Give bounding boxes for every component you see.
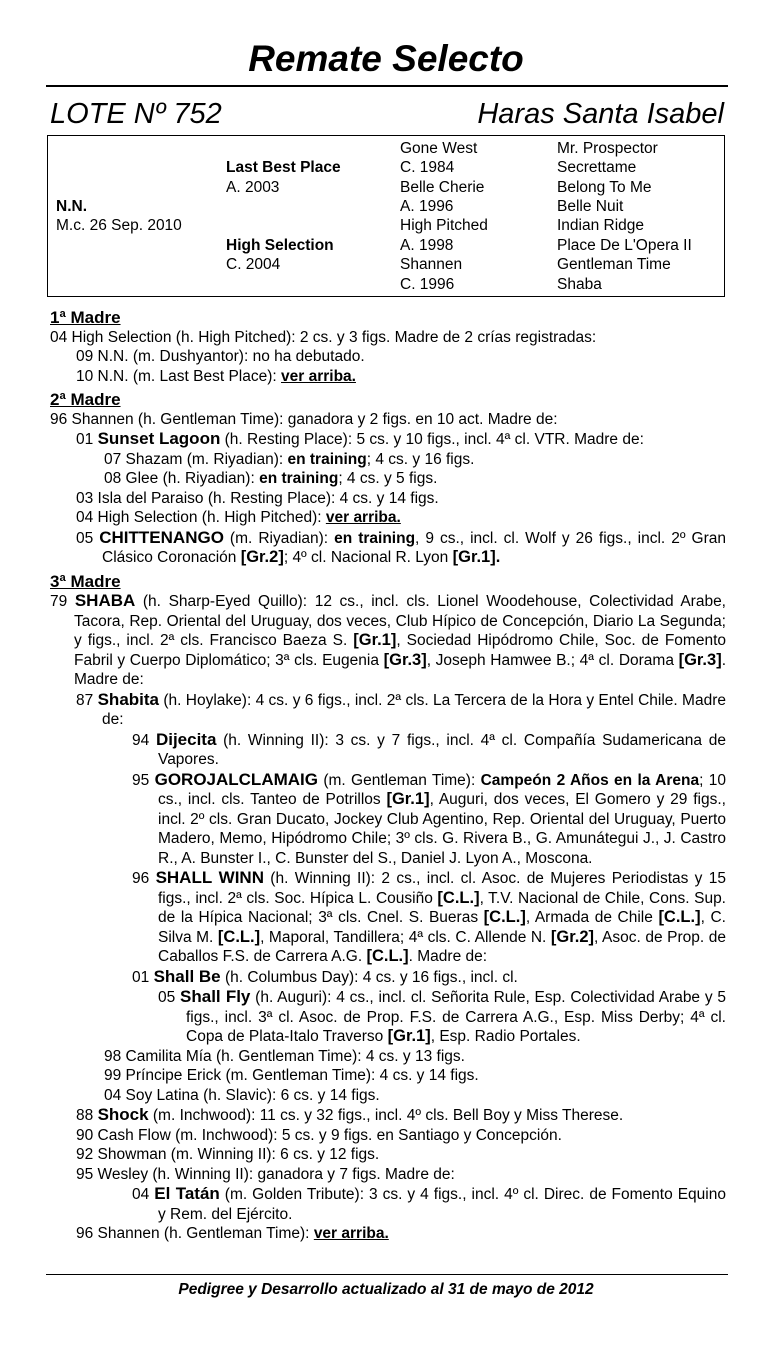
- dam-info: C. 2004: [226, 256, 281, 273]
- entry: 96 SHALL WINN (h. Winning II): 2 cs., incl. cl. Asoc. de Mujeres Periodistas y 15 figs., incl. 2ª cls. Soc. Hípica L. Cousiño [C.L.], T.V. Nacional de Chile, Cons. Sup. de la Hípica Nacional; 3ª cls. Cnel. S. Bueras [C.L.], Armada de Chile [C.L.], C. Silva M. [C.L.], Maporal, Tandillera; 4ª cls. C. Allende N. [Gr.2], Asoc. de Prop. de Caballos F.S. de Carrera A.G. [C.L.]. Madre de:: [132, 868, 726, 965]
- gen3-item: Belle Cherie: [400, 179, 485, 196]
- section-heading-second-dam: 2ª Madre: [50, 390, 121, 409]
- entry: 10 N.N. (m. Last Best Place): ver arriba.: [76, 367, 356, 385]
- entry: 01 Shall Be (h. Columbus Day): 4 cs. y 16 figs., incl. cl.: [132, 966, 518, 986]
- entry: 04 High Selection (h. High Pitched): 2 cs. y 3 figs. Madre de 2 crías registradas:: [50, 328, 597, 346]
- entry: 04 Soy Latina (h. Slavic): 6 cs. y 14 figs.: [104, 1086, 380, 1104]
- entry: 96 Shannen (h. Gentleman Time): ver arriba.: [76, 1225, 389, 1242]
- entry: 08 Glee (h. Riyadian): en training; 4 cs. y 5 figs.: [104, 470, 438, 487]
- entry: 98 Camilita Mía (h. Gentleman Time): 4 cs. y 13 figs.: [104, 1047, 465, 1065]
- gen4-item: Belle Nuit: [557, 198, 624, 215]
- gen3-item: Gone West: [400, 140, 478, 157]
- sire-info: A. 2003: [226, 179, 280, 196]
- section-heading-third-dam: 3ª Madre: [50, 571, 121, 591]
- gen3-item: Shannen: [400, 256, 463, 273]
- entry: 07 Shazam (m. Riyadian): en training; 4 cs. y 16 figs.: [104, 450, 475, 468]
- gen3-item: High Pitched: [400, 217, 488, 234]
- gen4-item: Belong To Me: [557, 179, 652, 196]
- horse-info: M.c. 26 Sep. 2010: [56, 217, 182, 234]
- produce-record: [50, 306, 726, 1244]
- page-title: Remate Selecto: [248, 38, 524, 79]
- entry: 90 Cash Flow (m. Inchwood): 5 cs. y 9 figs. en Santiago y Concepción.: [76, 1126, 562, 1144]
- entry: 96 Shannen (h. Gentleman Time): ganadora y 2 figs. en 10 act. Madre de:: [50, 410, 558, 428]
- gen4-item: Place De L'Opera II: [557, 237, 692, 254]
- entry: 99 Príncipe Erick (m. Gentleman Time): 4 cs. y 14 figs.: [104, 1067, 479, 1084]
- gen3-item: C. 1984: [400, 159, 455, 176]
- cross-reference-link: ver arriba.: [325, 509, 401, 526]
- lot-number: LOTE Nº 752: [50, 98, 222, 130]
- gen4-item: Indian Ridge: [557, 217, 645, 234]
- gen4-item: Mr. Prospector: [557, 140, 658, 157]
- section-heading-first-dam: 1ª Madre: [50, 308, 121, 327]
- gen4-item: Shaba: [557, 276, 602, 293]
- gen3-item: C. 1996: [400, 276, 455, 293]
- entry: 04 High Selection (h. High Pitched): ver arriba.: [76, 509, 401, 526]
- sire-name: Last Best Place: [226, 159, 341, 176]
- horse-name: N.N.: [56, 198, 87, 215]
- footer-note: Pedigree y Desarrollo actualizado al 31 de mayo de 2012: [178, 1281, 594, 1298]
- gen4-item: Secrettame: [557, 159, 637, 176]
- entry: 01 Sunset Lagoon (h. Resting Place): 5 cs. y 10 figs., incl. 4ª cl. VTR. Madre de:: [76, 429, 644, 448]
- entry: 04 El Tatán (m. Golden Tribute): 3 cs. y 4 figs., incl. 4º cl. Direc. de Fomento Equino y Rem. del Ejército.: [132, 1184, 726, 1223]
- entry: 05 CHITTENANGO (m. Riyadian): en training, 9 cs., incl. cl. Wolf y 26 figs., incl. 2º Gran Clásico Coronación [Gr.2]; 4º cl. Nacional R. Lyon [Gr.1].: [76, 527, 726, 566]
- stud-name: Haras Santa Isabel: [477, 98, 724, 130]
- gen4-item: Gentleman Time: [557, 256, 671, 273]
- entry: 94 Dijecita (h. Winning II): 3 cs. y 7 figs., incl. 4ª cl. Compañía Sudamericana de Vapores.: [132, 729, 726, 768]
- gen3-item: A. 1996: [400, 198, 454, 215]
- entry: 87 Shabita (h. Hoylake): 4 cs. y 6 figs., incl. 2ª cls. La Tercera de la Hora y Entel Chile. Madre de:: [76, 689, 726, 728]
- cross-reference-link: ver arriba.: [281, 367, 356, 385]
- entry: 95 Wesley (h. Winning II): ganadora y 7 figs. Madre de:: [76, 1165, 455, 1183]
- entry: 95 GOROJALCLAMAIG (m. Gentleman Time): Campeón 2 Años en la Arena; 10 cs., incl. cls. Tanteo de Potrillos [Gr.1], Auguri, dos veces, El Gomero y 29 figs., incl. 2º cls. Gran Ducato, Jockey Club Agentino, Rep. Oriental del Uruguay, Puerto Madero, Memo, Hipódromo Chile; 3º cls. G. Rivera B., G. Amunátegui J., J. Castro R., A. Bunster I., C. Bunster del S., Daniel J. Lyon A., Moscona.: [132, 769, 726, 867]
- entry: 92 Showman (m. Winning II): 6 cs. y 12 figs.: [76, 1146, 380, 1163]
- title-divider: [46, 85, 728, 87]
- pedigree-table: [47, 135, 725, 297]
- entry: 88 Shock (m. Inchwood): 11 cs. y 32 figs., incl. 4º cls. Bell Boy y Miss Therese.: [76, 1105, 624, 1124]
- entry: 03 Isla del Paraiso (h. Resting Place): 4 cs. y 14 figs.: [76, 489, 439, 507]
- footer-divider: [46, 1274, 728, 1275]
- cross-reference-link: ver arriba.: [313, 1225, 389, 1242]
- entry: 09 N.N. (m. Dushyantor): no ha debutado.: [76, 348, 365, 365]
- gen3-item: A. 1998: [400, 237, 454, 254]
- dam-name: High Selection: [226, 237, 334, 254]
- entry: 79 SHABA (h. Sharp-Eyed Quillo): 12 cs., incl. cls. Lionel Woodehouse, Colectividad Arabe, Tacora, Rep. Oriental del Uruguay, dos veces, Club Hípico de Concepción, Diario La Segunda; y figs., incl. 2ª cls. Francisco Baeza S. [Gr.1], Sociedad Hipódromo Chile, Soc. de Fomento Fabril y Cuerpo Diplomático; 3ª cls. Eugenia [Gr.3], Joseph Hamwee B.; 4ª cl. Dorama [Gr.3]. Madre de:: [50, 591, 727, 688]
- entry: 05 Shall Fly (h. Auguri): 4 cs., incl. cl. Señorita Rule, Esp. Colectividad Arabe y 5 figs., incl. 3ª cl. Asoc. de Prop. F.S. de Carrera A.G., Esp. Miss Derby; 4ª cl. Copa de Plata-Italo Traverso [Gr.1], Esp. Radio Portales.: [158, 987, 726, 1045]
